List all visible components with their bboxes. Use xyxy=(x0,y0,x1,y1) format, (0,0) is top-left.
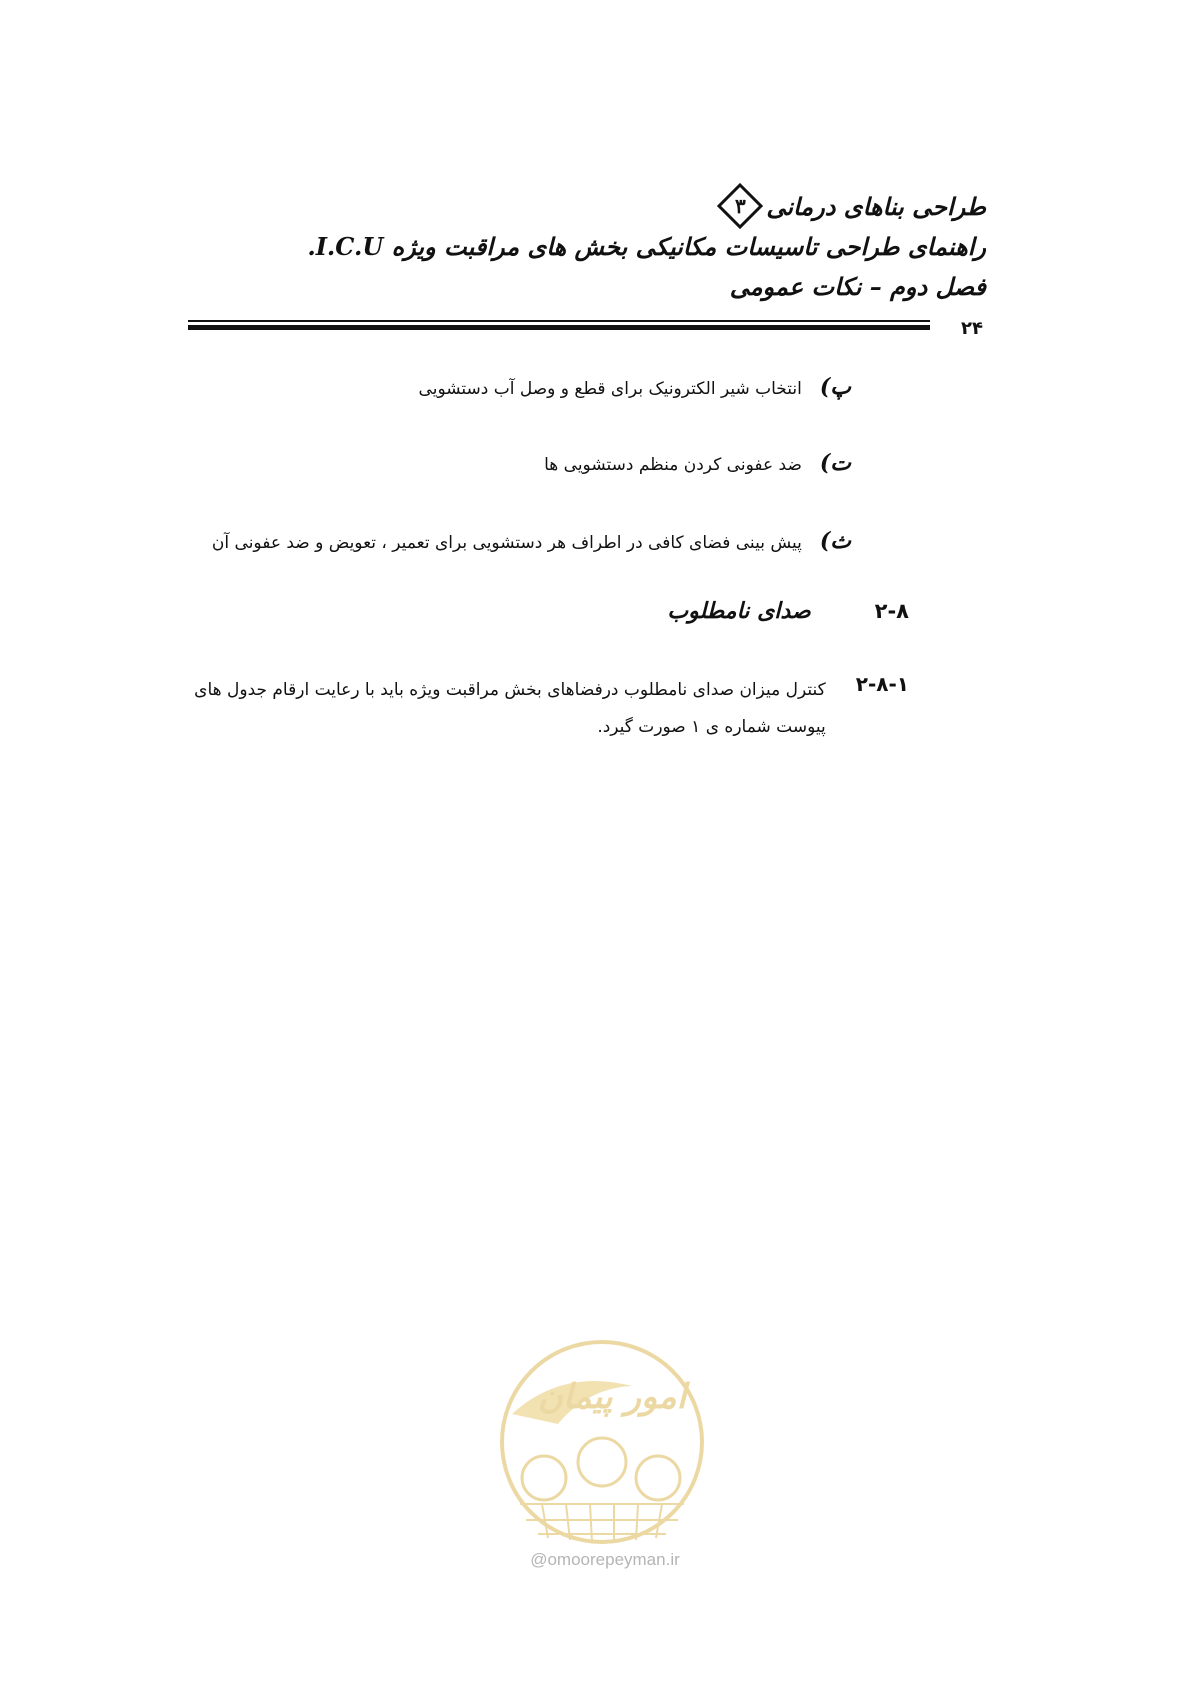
logo-lettering: امور پیمان xyxy=(537,1377,687,1417)
book-title-line xyxy=(426,182,986,230)
watermark-caption: @omoorepeyman.ir xyxy=(530,1550,680,1569)
omoorepeyman-logo-icon xyxy=(492,1328,712,1560)
list-item-text: ضد عفونی کردن منظم دستشویی ها xyxy=(544,455,802,475)
section-heading xyxy=(309,598,909,624)
list-item-text: پیش بینی فضای کافی در اطراف هر دستشویی برای تعمیر ، تعویض و ضد عفونی آن xyxy=(211,533,802,553)
subsection-number: ۲-۸-۱ xyxy=(855,672,909,696)
subsection-body xyxy=(156,672,826,746)
list-item xyxy=(151,450,851,476)
list-item xyxy=(151,528,851,554)
book-title: طراحی بناهای درمانی xyxy=(766,191,986,221)
chapter-title: فصل دوم – نکات عمومی xyxy=(729,272,986,301)
section-number: ۲-۸ xyxy=(874,599,909,623)
list-item-text: انتخاب شیر الکترونیک برای قطع و وصل آب دستشویی xyxy=(418,379,802,399)
header-rule-thin xyxy=(188,320,930,322)
list-item xyxy=(151,374,851,400)
list-item-marker: پ) xyxy=(819,374,851,400)
list-item-marker: ت) xyxy=(819,450,851,476)
book-number-badge xyxy=(716,182,764,230)
subsection xyxy=(129,672,909,746)
book-number: ۳ xyxy=(734,194,746,218)
section-title: صدای نامطلوب xyxy=(667,598,811,624)
subsection-line-2: پیوست شماره ی ۱ صورت گیرد. xyxy=(597,717,826,737)
list-item-marker: ث) xyxy=(819,528,851,554)
guide-title: راهنمای طراحی تاسیسات مکانیکی بخش های مراقبت ویژه I.C.U. xyxy=(307,232,986,261)
header-rule-thick xyxy=(188,325,930,330)
page-number: ۲۴ xyxy=(961,318,983,339)
subsection-line-1: کنترل میزان صدای نامطلوب درفضاهای بخش مراقبت ویژه باید با رعایت ارقام جدول های xyxy=(194,680,826,700)
